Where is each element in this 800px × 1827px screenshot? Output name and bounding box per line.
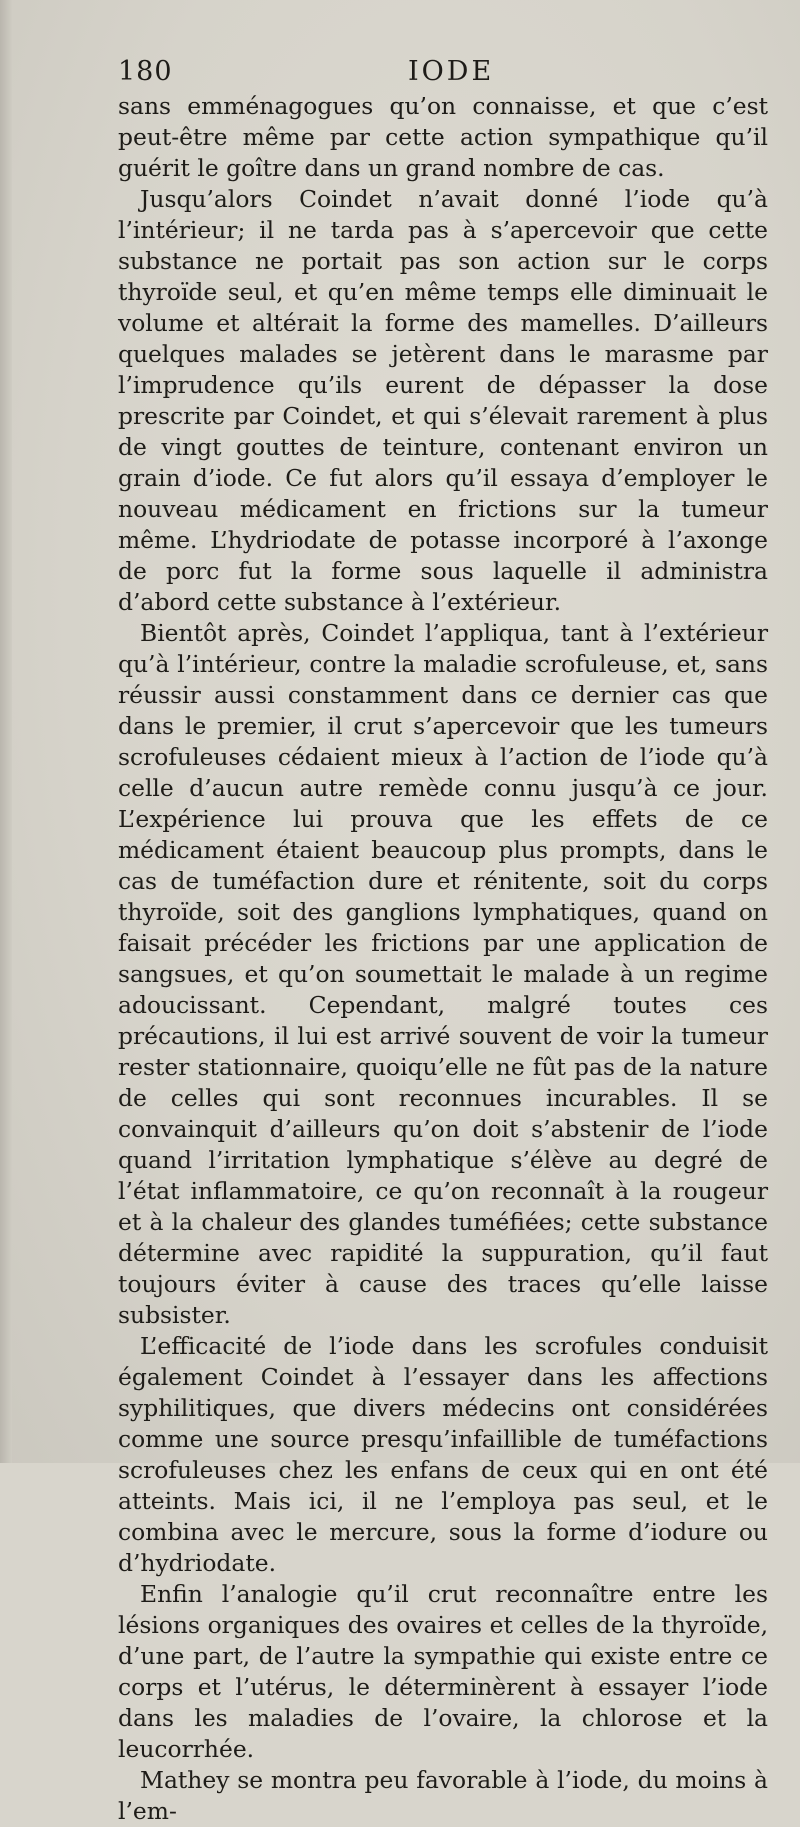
running-head: IODE <box>408 56 495 87</box>
page-number: 180 <box>118 56 173 87</box>
body-text <box>118 91 768 1827</box>
paragraph: Enfin l’analogie qu’il crut reconnaître entre les lésions organiques des ovaires et celles de la thyroïde, d’une part, de l’autre la sympathie qui existe entre ce corps et l’utérus, le déterminèrent à essayer l’iode dans les maladies de l’ovaire, la chlorose et la leucorrhée. <box>118 1580 768 1763</box>
paragraph-continued: sans emménagogues qu’on connaisse, et que c’est peut-être même par cette action sympathique qu’il guérit le goître dans un grand nombre de cas. <box>118 92 768 182</box>
paragraph: Jusqu’alors Coindet n’avait donné l’iode qu’à l’intérieur; il ne tarda pas à s’apercevoir que cette substance ne portait pas son action sur le corps thyroïde seul, et qu’en même temps elle diminuait le volume et altérait la forme des mamelles. D’ailleurs quelques malades se jetèrent dans le marasme par l’imprudence qu’ils eurent de dépasser la dose prescrite par Coindet, et qui s’élevait rarement à plus de vingt gouttes de teinture, contenant environ un grain d’iode. Ce fut alors qu’il essaya d’employer le nouveau médicament en frictions sur la tumeur même. L’hydriodate de potasse incorporé à l’axonge de porc fut la forme sous laquelle il administra d’abord cette substance à l’extérieur. <box>118 185 768 616</box>
paragraph: Bientôt après, Coindet l’appliqua, tant à l’extérieur qu’à l’intérieur, contre la maladie scrofuleuse, et, sans réussir aussi constamment dans ce dernier cas que dans le premier, il crut s’apercevoir que les tumeurs scrofuleuses cédaient mieux à l’action de l’iode qu’à celle d’aucun autre remède connu jusqu’à ce jour. L’expérience lui prouva que les effets de ce médicament étaient beaucoup plus prompts, dans le cas de tuméfaction dure et rénitente, soit du corps thyroïde, soit des ganglions lymphatiques, quand on faisait précéder les frictions par une application de sangsues, et qu’on soumettait le malade à un regime adoucissant. Cependant, malgré toutes ces précautions, il lui est arrivé souvent de voir la tumeur rester stationnaire, quoiqu’elle ne fût pas de la nature de celles qui sont reconnues incurables. Il se convainquit d’ailleurs qu’on doit s’abstenir de l’iode quand l’irritation lymphatique s’élève au degré de l’état inflammatoire, ce qu’on reconnaît à la rougeur et à la chaleur des glandes tuméfiées; cette substance détermine avec rapidité la suppuration, qu’il faut toujours éviter à cause des traces qu’elle laisse subsister. <box>118 619 768 1329</box>
paragraph-continues: Mathey se montra peu favorable à l’iode, du moins à l’em- <box>118 1766 768 1825</box>
page-edge <box>0 0 12 1463</box>
page-header <box>118 56 768 90</box>
paragraph: L’efficacité de l’iode dans les scrofules conduisit également Coindet à l’essayer dans les affections syphilitiques, que divers médecins ont considérées comme une source presqu’infaillible de tuméfactions scrofuleuses chez les enfans de ceux qui en ont été atteints. Mais ici, il ne l’employa pas seul, et le combina avec le mercure, sous la forme d’iodure ou d’hydriodate. <box>118 1332 768 1577</box>
